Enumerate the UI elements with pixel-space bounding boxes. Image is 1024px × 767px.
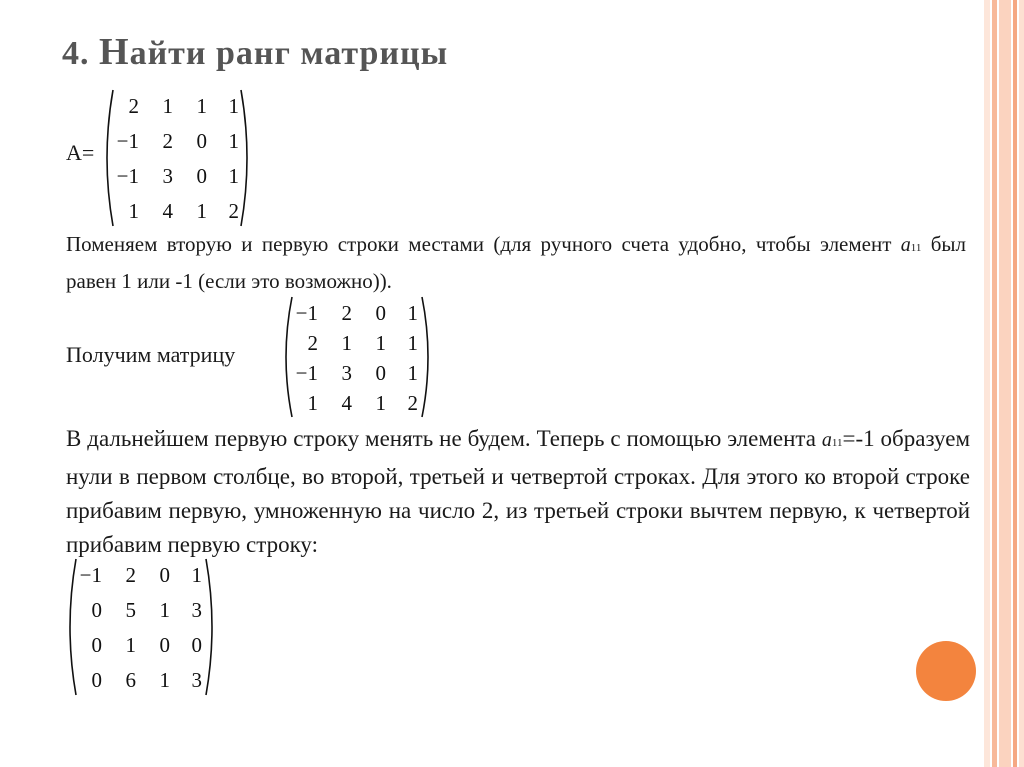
matrix-b: [282, 295, 432, 419]
matrix-c: [66, 557, 216, 697]
matrix-cell: 2: [228, 199, 239, 223]
right-bracket: [206, 559, 212, 695]
matrix-cell: 3: [162, 164, 173, 188]
matrix-cell: 1: [407, 331, 418, 355]
matrix-cell: 4: [162, 199, 173, 223]
matrix-cell: 1: [228, 94, 239, 118]
matrix-cell: 0: [91, 668, 102, 692]
matrix-cell: 4: [341, 391, 352, 415]
matrix-cell: 6: [125, 668, 136, 692]
matrix-cell: 1: [125, 633, 136, 657]
matrix-cell: 3: [191, 668, 202, 692]
matrix-cell: 1: [191, 563, 202, 587]
matrix-cell: −1: [295, 301, 318, 325]
a11-symbol: a11: [900, 234, 922, 256]
matrix-cell: 3: [341, 361, 352, 385]
matrix-cell: 1: [407, 301, 418, 325]
matrix-cell: 1: [228, 129, 239, 153]
matrix-cell: 1: [159, 598, 170, 622]
matrix-cell: 1: [375, 331, 386, 355]
matrix-cell: 1: [128, 199, 139, 223]
matrix-cell: 2: [128, 94, 139, 118]
right-bracket: [241, 90, 247, 226]
matrix-cell: −1: [295, 361, 318, 385]
matrix-cell: 0: [191, 633, 202, 657]
matrix-cell: 1: [307, 391, 318, 415]
right-bracket: [422, 297, 428, 417]
matrix-cell: 0: [91, 633, 102, 657]
matrix-cell: 1: [375, 391, 386, 415]
a11-symbol-2: a11: [821, 429, 843, 451]
paragraph-elimination: В дальнейшем первую строку менять не будем. Теперь с помощью элемента a11=-1 образуем нули в первом столбце, во второй, третьей и четвертой строках. Для этого ко второй строке прибавим первую, умноженную на число 2, из третьей строки вычтем первую, к четвертой прибавим первую строку:: [66, 426, 971, 557]
matrix-a: [103, 88, 251, 228]
matrix-cell: 0: [91, 598, 102, 622]
matrix-cell: 0: [375, 361, 386, 385]
matrix-cell: 2: [162, 129, 173, 153]
matrix-cell: 1: [162, 94, 173, 118]
matrix-cell: 1: [159, 668, 170, 692]
matrix-cell: 0: [159, 633, 170, 657]
matrix-a-label: A=: [66, 140, 95, 165]
matrix-cell: 0: [196, 164, 207, 188]
matrix-cell: 1: [196, 94, 207, 118]
page-title: 4. Найти ранг матрицы: [62, 31, 449, 73]
matrix-cell: 0: [196, 129, 207, 153]
get-matrix-label: Получим матрицу: [66, 342, 236, 367]
matrix-cell: 1: [196, 199, 207, 223]
paragraph-swap-rows: Поменяем вторую и первую строки местами (для ручного счета удобно, чтобы элемент a11 был равен 1 или -1 (если это возможно)).: [66, 232, 967, 293]
matrix-cell: −1: [79, 563, 102, 587]
decorative-circle: [916, 641, 976, 701]
matrix-cell: 3: [191, 598, 202, 622]
matrix-cell: 0: [375, 301, 386, 325]
matrix-cell: −1: [116, 129, 139, 153]
matrix-cell: 2: [407, 391, 418, 415]
matrix-cell: −1: [116, 164, 139, 188]
matrix-cell: 1: [407, 361, 418, 385]
matrix-cell: 5: [125, 598, 136, 622]
matrix-cell: 2: [307, 331, 318, 355]
matrix-cell: 2: [125, 563, 136, 587]
matrix-cell: 1: [228, 164, 239, 188]
matrix-cell: 1: [341, 331, 352, 355]
decorative-stripes: [984, 0, 1024, 767]
matrix-cell: 2: [341, 301, 352, 325]
matrix-cell: 0: [159, 563, 170, 587]
